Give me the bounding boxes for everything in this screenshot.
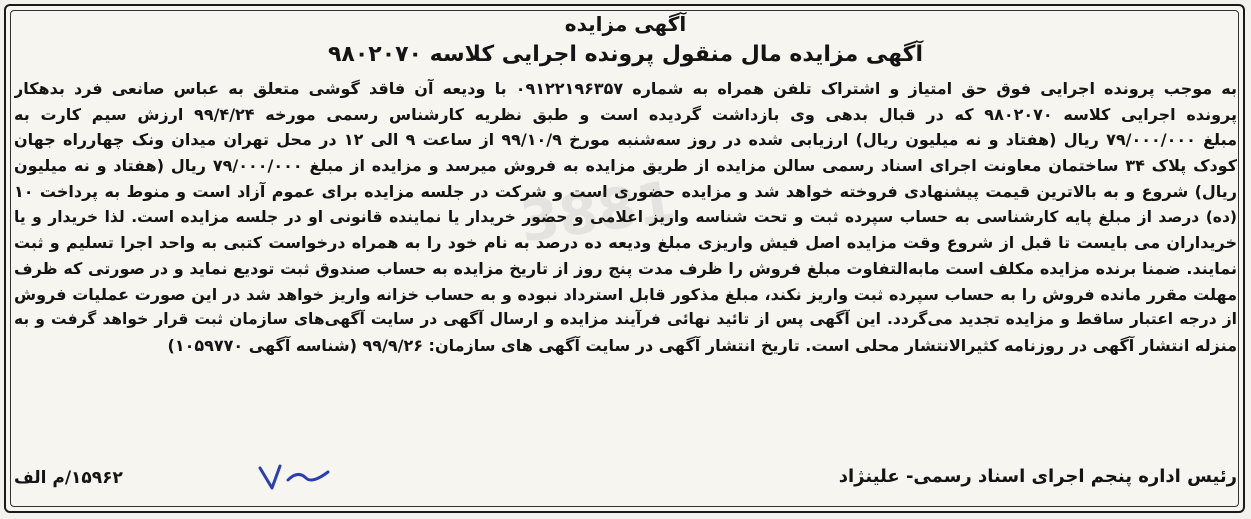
body-line: به موجب پرونده اجرایی فوق حق امتیاز و اشتراک تلفن همراه به شماره ۰۹۱۲۲۱۹۶۳۵۷ با ودیعه آن فاقد گوشی متعلق به عباس صانعی فرد بدهکار (14, 79, 1237, 98)
reference-number: ۱۵۹۶۲/م الف (14, 468, 123, 488)
body-line: کودک پلاک ۳۴ ساختمان معاونت اجرای اسناد رسمی سالن مزایده از طریق مزایده به فروش میرسد و مزایده از مبلغ ۷۹/۰۰۰/۰۰۰ ریال (هفتاد و نه میلیون (14, 156, 1237, 176)
body-line: (ده) درصد از مبلغ پایه کارشناسی به حساب سپرده ثبت و تحت شناسه واریز اعلامی و حضور خریدار یا نماینده قانونی او در جلسه مزایده است. لذا خریدار و یا (14, 207, 1237, 226)
body-line: مهلت مقرر مانده فروش را به حساب سپرده ثبت واریز نکند، مبلغ مذکور قابل استرداد نبوده و به حساب خزانه واریز خواهد شد در این صورت عملیات فروش (14, 284, 1237, 304)
body-line: مبلغ ۷۹/۰۰۰/۰۰۰ ریال (هفتاد و نه میلیون ریال) ارزیابی شده در روز سه‌شنبه مورخ ۹۹/۱۰/۹ از ساعت ۹ الی ۱۲ در محل تهران میدان ونک چهارراه جهان (14, 130, 1237, 150)
body-line: از درجه اعتبار ساقط و مزایده تجدید می‌گردد. این آگهی پس از تائید نهائی فرآیند مزایده و ارسال آگهی در سایت آگهی‌های سازمان ثبت قرار خواهد گرفت و به (14, 310, 1237, 329)
body-line: پرونده اجرایی کلاسه ۹۸۰۲۰۷۰ که در قبال بدهی وی بازداشت گردیده است و طبق نظریه کارشناس رسمی مورخه ۹۹/۴/۲۴ ارزش سیم کارت به (14, 104, 1237, 124)
notice-heading: آگهی مزایده (564, 12, 687, 36)
watermark: 3881 (516, 169, 680, 256)
handwritten-mark-icon (254, 460, 334, 494)
notice-subheading: آگهی مزایده مال منقول پرونده اجرایی کلاسه ۹۸۰۲۰۷۰ (327, 42, 923, 67)
body-line: نمایند. ضمنا برنده مزایده مکلف است مابه‌التفاوت مبلغ فروش را ظرف مدت پنج روز از تاریخ مزایده به حساب صندوق ثبت تودیع نماید و در صورتی که ظرف (14, 258, 1237, 278)
body-line: ریال) شروع و به بالاترین قیمت پیشنهادی فروخته خواهد شد و مزایده حضوری است و شرکت در جلسه مزایده برای عموم آزاد است و منوط به پرداخت ۱۰ (14, 181, 1237, 201)
notice-body (14, 76, 1237, 359)
body-line: منزله انتشار آگهی در روزنامه کثیرالانتشار محلی است. تاریخ انتشار آگهی در سایت آگهی های سازمان: ۹۹/۹/۲۶ (شناسه آگهی ۱۰۵۹۷۷۰) (167, 336, 1237, 356)
body-line: خریداران می بایست تا قبل از شروع وقت مزایده اصل فیش واریزی مبلغ ودیعه ده درصد به نام خود را به همراه درخواست کتبی به واحد اجرا تسلیم و ثبت (14, 233, 1237, 253)
signature-line: رئیس اداره پنجم اجرای اسناد رسمی- علینژاد (838, 466, 1237, 487)
notice-footer (14, 466, 1237, 496)
